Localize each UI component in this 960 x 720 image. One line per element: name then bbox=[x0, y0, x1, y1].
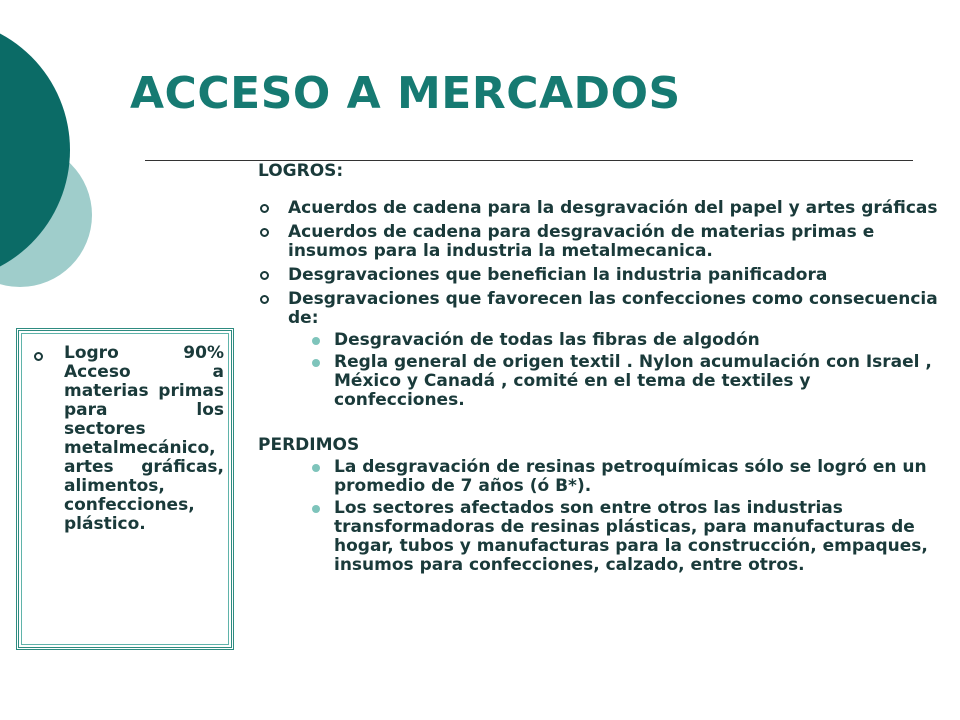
sub-list-item bbox=[258, 458, 938, 496]
dot-bullet-icon bbox=[312, 505, 320, 513]
sub-list-item bbox=[258, 499, 938, 575]
list-item bbox=[258, 223, 938, 261]
logros-heading: LOGROS: bbox=[258, 161, 344, 181]
logros-sublist bbox=[258, 331, 938, 410]
sub-list-item-text: Desgravación de todas las fibras de algodón bbox=[334, 330, 760, 350]
ring-bullet-icon bbox=[260, 271, 269, 280]
list-item bbox=[258, 266, 938, 285]
main-content bbox=[258, 162, 938, 578]
sub-list-item-text: Los sectores afectados son entre otros las industrias transformadoras de resinas plásticas, para manufacturas de hogar, tubos y manufacturas para la construcción, empaques, insumos para confecciones, calzado, entre otros. bbox=[334, 498, 928, 575]
sub-list-item-text: Regla general de origen textil . Nylon acumulación con Israel , México y Canadá , comité en el tema de textiles y confecciones. bbox=[334, 352, 932, 410]
sidebar-box-inner bbox=[21, 333, 229, 645]
list-item-text: Acuerdos de cadena para la desgravación del papel y artes gráficas bbox=[288, 198, 938, 218]
logros-list bbox=[258, 199, 938, 328]
sidebar-box bbox=[16, 328, 234, 650]
ring-bullet-icon bbox=[260, 228, 269, 237]
list-item-text: Acuerdos de cadena para desgravación de materias primas e insumos para la industria la metalmecanica. bbox=[288, 222, 875, 261]
dot-bullet-icon bbox=[312, 464, 320, 472]
sidebar-text: Logro 90% Acceso a materias primas para los sectores metalmecánico, artes gráficas, alimentos, confecciones, plástico. bbox=[64, 343, 224, 534]
list-item-text: Desgravaciones que favorecen las confecciones como consecuencia de: bbox=[288, 289, 938, 328]
list-item bbox=[258, 199, 938, 218]
sub-list-item bbox=[258, 331, 938, 350]
ring-bullet-icon bbox=[260, 295, 269, 304]
list-item-text: Desgravaciones que benefician la industria panificadora bbox=[288, 265, 828, 285]
perdimos-heading: PERDIMOS bbox=[258, 435, 360, 455]
perdimos-list bbox=[258, 458, 938, 575]
sub-list-item bbox=[258, 353, 938, 410]
list-item bbox=[258, 290, 938, 328]
ring-bullet-icon bbox=[34, 352, 43, 361]
decorative-circles bbox=[0, 0, 140, 330]
slide-title: ACCESO A MERCADOS bbox=[130, 68, 681, 119]
sub-list-item-text: La desgravación de resinas petroquímicas sólo se logró en un promedio de 7 años (ó B*). bbox=[334, 457, 927, 496]
dot-bullet-icon bbox=[312, 337, 320, 345]
dot-bullet-icon bbox=[312, 359, 320, 367]
ring-bullet-icon bbox=[260, 204, 269, 213]
